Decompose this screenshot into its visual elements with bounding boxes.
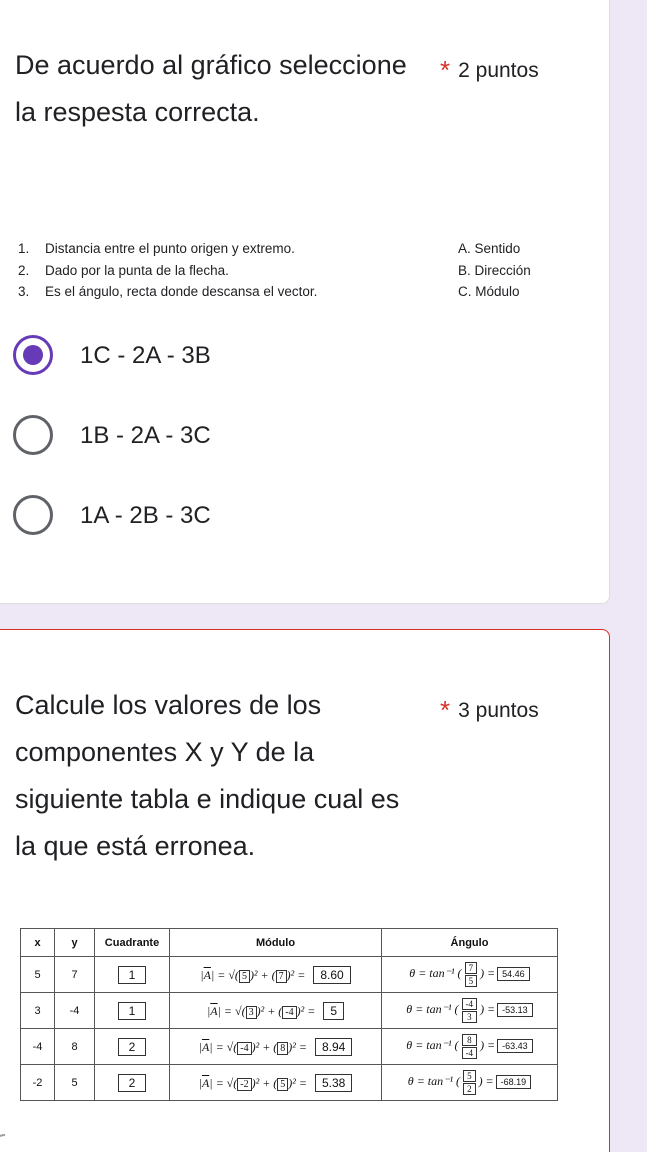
list-item xyxy=(18,263,548,285)
list-text: Es el ángulo, recta donde descansa el vector. xyxy=(45,284,318,299)
radio-option-3[interactable] xyxy=(13,495,413,537)
cell-y: 5 xyxy=(55,1065,95,1101)
vector-table xyxy=(20,928,558,1101)
required-asterisk: * xyxy=(440,695,451,725)
table-row xyxy=(21,993,558,1029)
cell-angulo: θ = tan⁻¹ ( $\frac{7}{5}$ ) = 54.46 xyxy=(382,957,558,993)
table-row xyxy=(21,957,558,993)
radio-option-1[interactable] xyxy=(13,335,413,377)
angle-result: -53.13 xyxy=(497,1003,533,1017)
matching-list xyxy=(18,241,548,306)
cell-angulo: θ = tan⁻¹ ( $\frac{5}{2}$ ) = -68.19 xyxy=(382,1065,558,1101)
angle-num: -4 xyxy=(462,998,478,1010)
angle-den: 5 xyxy=(465,975,478,987)
angle-result: 54.46 xyxy=(497,967,530,981)
option-label: 1C - 2A - 3B xyxy=(80,342,211,369)
mod-y: 7 xyxy=(276,970,287,983)
mod-x: 5 xyxy=(239,970,250,983)
angle-den: -4 xyxy=(462,1047,478,1059)
cell-y: 8 xyxy=(55,1029,95,1065)
header-angulo: Ángulo xyxy=(382,929,558,957)
cuadrante-box: 1 xyxy=(118,1002,147,1020)
modulo-result: 5 xyxy=(323,1002,344,1020)
mod-y: 8 xyxy=(277,1042,288,1055)
list-text: Distancia entre el punto origen y extremo. xyxy=(45,241,295,256)
cell-y: -4 xyxy=(55,993,95,1029)
angle-num: 8 xyxy=(462,1034,478,1046)
cell-modulo: $|\overline{A}|$ = √( 5 )² + ( 7 )² = 8.60 xyxy=(170,957,382,993)
points-label xyxy=(440,53,539,84)
points-label xyxy=(440,693,539,724)
angle-den: 3 xyxy=(462,1011,478,1023)
cell-y: 7 xyxy=(55,957,95,993)
cell-cuadrante xyxy=(95,1065,170,1101)
cell-cuadrante xyxy=(95,993,170,1029)
points-text: 3 puntos xyxy=(458,699,539,722)
cuadrante-box: 2 xyxy=(118,1038,147,1056)
option-label: 1B - 2A - 3C xyxy=(80,422,211,449)
list-option: B. Dirección xyxy=(458,262,531,278)
cell-x: -4 xyxy=(21,1029,55,1065)
header-cuadrante: Cuadrante xyxy=(95,929,170,957)
radio-option-2[interactable] xyxy=(13,415,413,457)
mod-x: -2 xyxy=(237,1078,251,1091)
cell-x: 3 xyxy=(21,993,55,1029)
mod-y: -4 xyxy=(282,1006,296,1019)
cell-x: -2 xyxy=(21,1065,55,1101)
header-modulo: Módulo xyxy=(170,929,382,957)
list-item xyxy=(18,284,548,306)
question-title: De acuerdo al gráfico seleccione la respesta correcta. xyxy=(15,50,407,127)
header-y: y xyxy=(55,929,95,957)
mod-x: -4 xyxy=(237,1042,251,1055)
list-option: A. Sentido xyxy=(458,241,521,256)
cell-modulo: $|\overline{A}|$ = √( -4 )² + ( 8 )² = 8.94 xyxy=(170,1029,382,1065)
question-title: Calcule los valores de los componentes X y Y de la siguiente tabla e indique cual es la que está erronea. xyxy=(15,690,400,861)
angle-num: 7 xyxy=(465,962,478,974)
points-text: 2 puntos xyxy=(458,59,539,82)
list-number: 1. xyxy=(18,241,30,256)
cell-cuadrante xyxy=(95,957,170,993)
cell-angulo: θ = tan⁻¹ ( $\frac{-4}{3}$ ) = -53.13 xyxy=(382,993,558,1029)
modulo-result: 8.60 xyxy=(313,966,350,984)
radio-checked-icon[interactable] xyxy=(13,335,53,375)
list-text: Dado por la punta de la flecha. xyxy=(45,262,229,278)
list-item xyxy=(18,241,548,263)
list-number: 2. xyxy=(18,262,30,278)
modulo-result: 5.38 xyxy=(315,1074,352,1092)
header-x: x xyxy=(21,929,55,957)
cell-modulo: $|\overline{A}|$ = √( -2 )² + ( 5 )² = 5.38 xyxy=(170,1065,382,1101)
radio-unchecked-icon[interactable] xyxy=(13,495,53,535)
required-asterisk: * xyxy=(440,55,451,85)
angle-result: -68.19 xyxy=(496,1075,532,1089)
angle-den: 2 xyxy=(463,1083,476,1095)
list-option: C. Módulo xyxy=(458,284,520,299)
cell-cuadrante xyxy=(95,1029,170,1065)
cell-x: 5 xyxy=(21,957,55,993)
table-row xyxy=(21,1029,558,1065)
cuadrante-box: 1 xyxy=(118,966,147,984)
cell-angulo: θ = tan⁻¹ ( $\frac{8}{-4}$ ) = -63.43 xyxy=(382,1029,558,1065)
angle-result: -63.43 xyxy=(497,1039,533,1053)
cuadrante-box: 2 xyxy=(118,1074,147,1092)
table-header-row xyxy=(21,929,558,957)
angle-num: 5 xyxy=(463,1070,476,1082)
table-row xyxy=(21,1065,558,1101)
list-number: 3. xyxy=(18,284,30,299)
mod-y: 5 xyxy=(277,1078,288,1091)
radio-unchecked-icon[interactable] xyxy=(13,415,53,455)
modulo-result: 8.94 xyxy=(315,1038,352,1056)
cell-modulo: $|\overline{A}|$ = √( 3 )² + ( -4 )² = 5 xyxy=(170,993,382,1029)
option-label: 1A - 2B - 3C xyxy=(80,502,211,529)
mod-x: 3 xyxy=(246,1006,257,1019)
question-card-1 xyxy=(0,0,610,604)
